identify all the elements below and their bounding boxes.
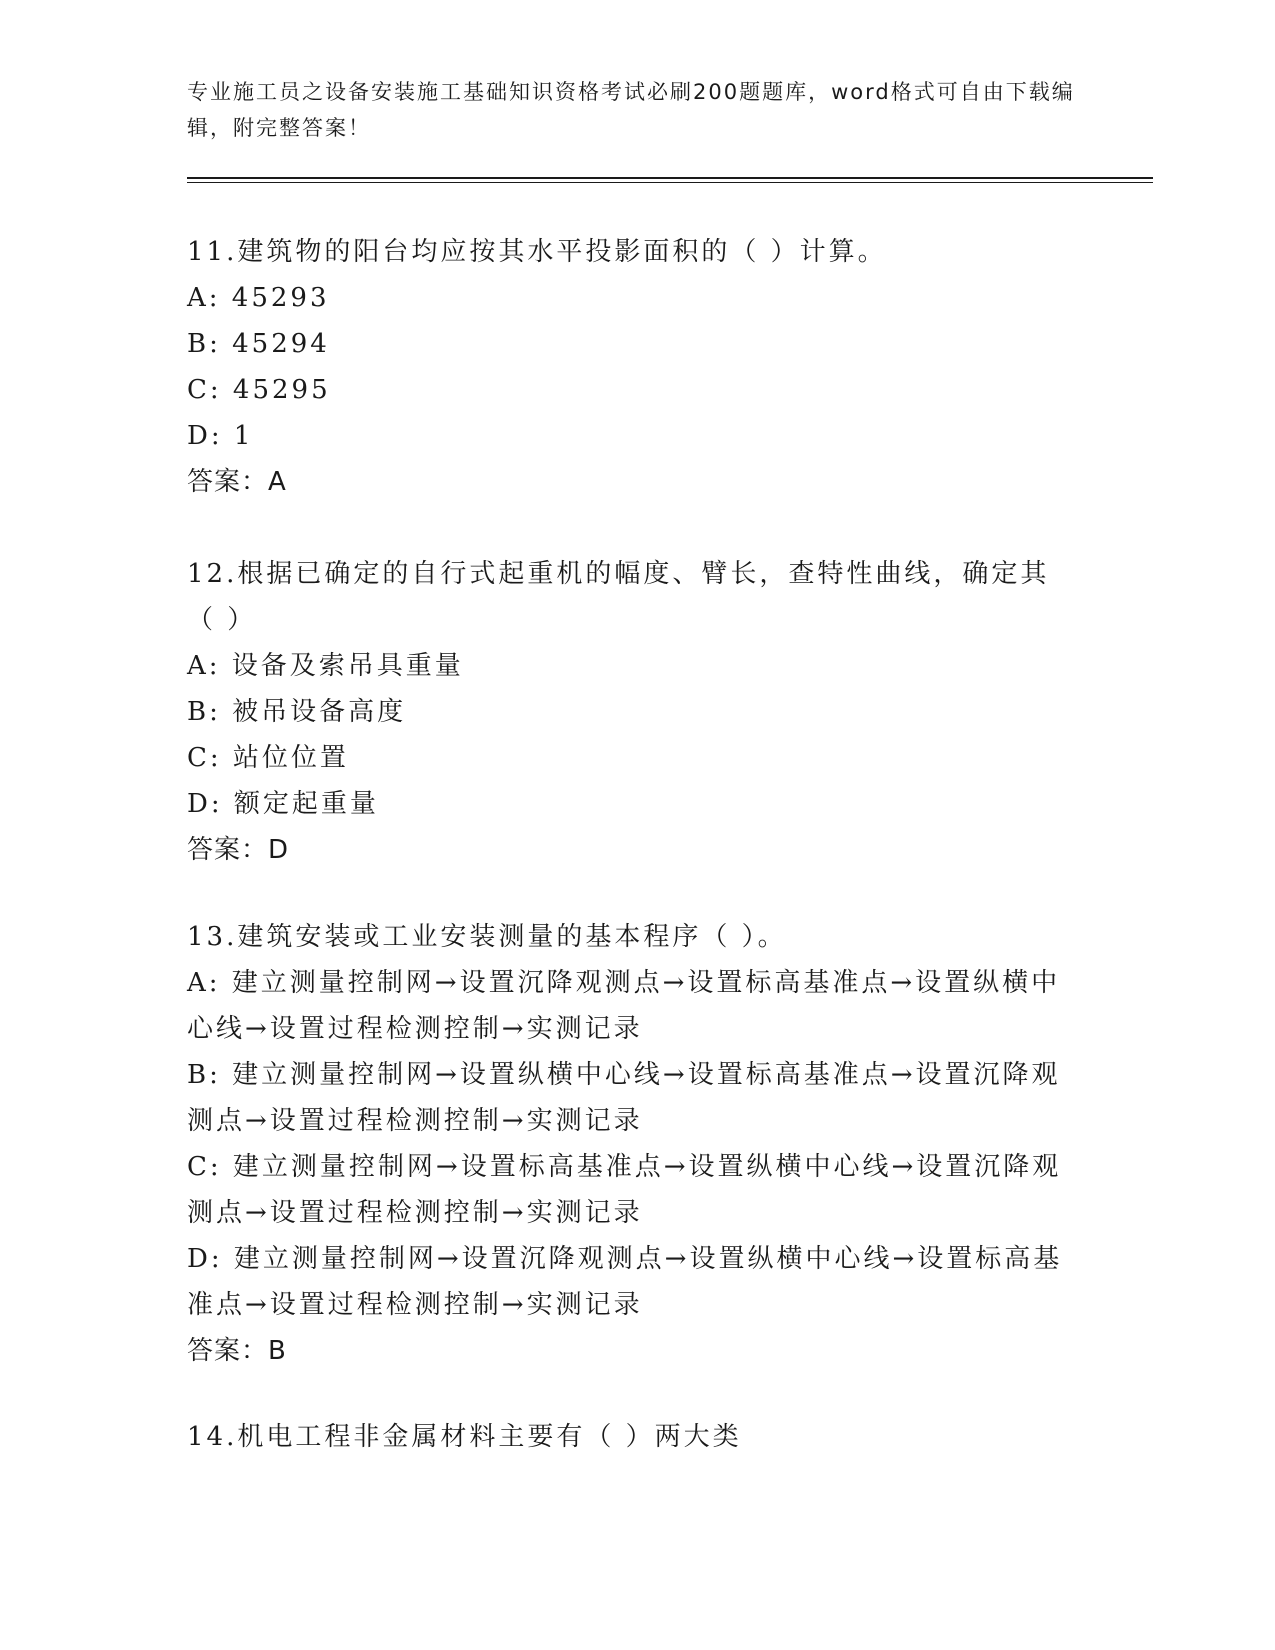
- answer: 答案：B: [187, 1336, 287, 1366]
- option-c: C: 站位位置: [187, 743, 349, 773]
- question-stem: 13.建筑安装或工业安装测量的基本程序（ ）。: [187, 922, 787, 952]
- question-14: [187, 1414, 1077, 1460]
- question-12: [187, 551, 1077, 873]
- document-header-title: 专业施工员之设备安装施工基础知识资格考试必刷200题题库，word格式可自由下载编辑，附完整答案！: [187, 80, 1075, 140]
- question-13: [187, 914, 1077, 1374]
- question-stem: 14.机电工程非金属材料主要有（ ）两大类: [187, 1422, 742, 1452]
- answer: 答案：A: [187, 467, 287, 497]
- question-stem: 12.根据已确定的自行式起重机的幅度、臂长，查特性曲线，确定其（ ）: [187, 559, 1050, 635]
- option-b: B: 被吊设备高度: [187, 697, 407, 727]
- header-divider-thick: [187, 177, 1153, 179]
- option-d: D: 建立测量控制网→设置沉降观测点→设置纵横中心线→设置标高基准点→设置过程检测控制→实测记录: [187, 1244, 1063, 1320]
- answer: 答案：D: [187, 835, 290, 865]
- option-a: A: 设备及索吊具重量: [187, 651, 464, 681]
- option-b: B: 建立测量控制网→设置纵横中心线→设置标高基准点→设置沉降观测点→设置过程检测控制→实测记录: [187, 1060, 1061, 1136]
- option-c: C: 45295: [187, 375, 331, 405]
- option-d: D: 额定起重量: [187, 789, 379, 819]
- question-stem: 11.建筑物的阳台均应按其水平投影面积的（ ）计算。: [187, 237, 887, 267]
- header-divider-thin: [187, 182, 1153, 183]
- option-a: A: 45293: [187, 283, 330, 313]
- option-c: C: 建立测量控制网→设置标高基准点→设置纵横中心线→设置沉降观测点→设置过程检测控制→实测记录: [187, 1152, 1062, 1228]
- option-d: D: 1: [187, 421, 254, 451]
- option-a: A: 建立测量控制网→设置沉降观测点→设置标高基准点→设置纵横中心线→设置过程检测控制→实测记录: [187, 968, 1061, 1044]
- question-11: [187, 229, 1077, 505]
- option-b: B: 45294: [187, 329, 330, 359]
